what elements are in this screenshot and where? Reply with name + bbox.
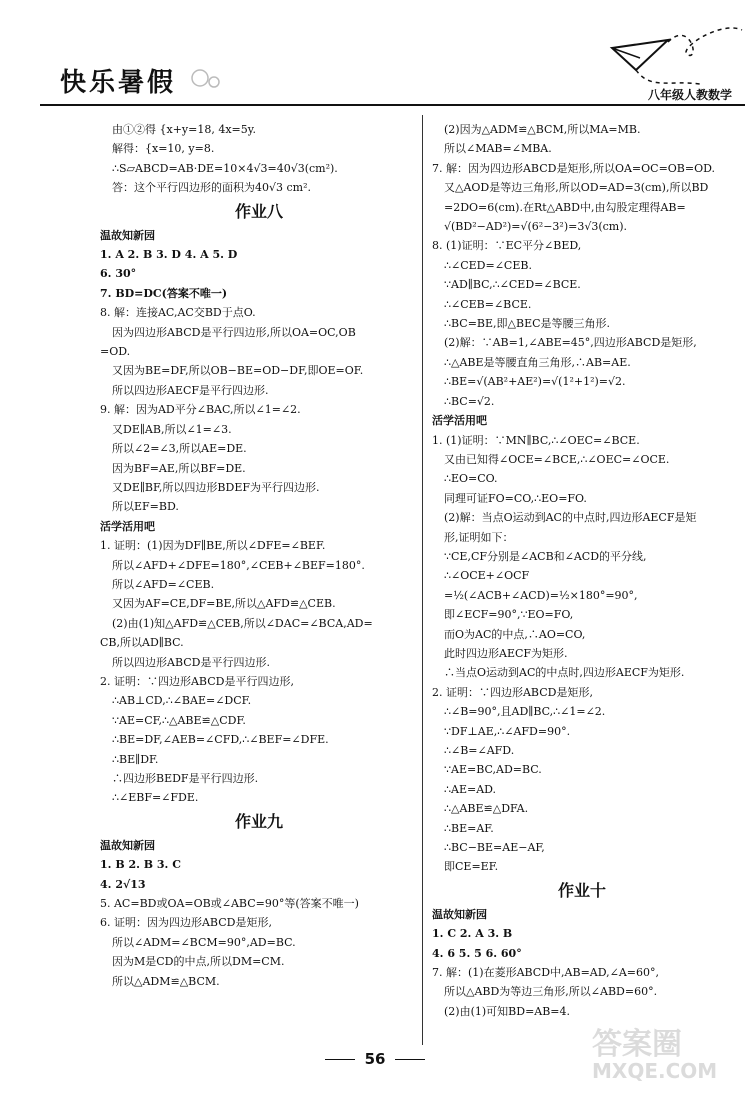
answer-line: 所以四边形AECF是平行四边形.	[112, 383, 269, 397]
answer-line: ∴△ABE≌△DFA.	[444, 802, 529, 816]
answer-line: 因为M是CD的中点,所以DM=CM.	[112, 955, 285, 969]
answer-line: 6. 30°	[100, 267, 137, 281]
grade-label: 八年级人教数学	[647, 88, 732, 102]
subsection-title: 温故知新园	[100, 838, 155, 852]
page-number-dash	[395, 1059, 425, 1060]
answer-line: 又DE∥BF,所以四边形BDEF为平行四边形.	[112, 480, 320, 494]
watermark-logo	[592, 1019, 732, 1089]
answer-line: ∴S▱ABCD=AB·DE=10×4√3=40√3(cm²).	[112, 161, 338, 175]
answer-line: √(BD²−AD²)=√(6²−3²)=3√3(cm).	[444, 220, 628, 234]
answer-line: ∴当点O运动到AC的中点时,四边形AECF为矩形.	[444, 666, 685, 680]
left-column	[100, 120, 418, 991]
answer-line: ∴BE=DF,∠AEB=∠CFD,∴∠BEF=∠DFE.	[112, 733, 329, 747]
brand-char: 乐	[89, 68, 117, 98]
answer-line: (2)由(1)可知BD=AB=4.	[444, 1004, 571, 1018]
answer-line: 7. 解：(1)在菱形ABCD中,AB=AD,∠A=60°,	[432, 966, 660, 980]
answer-line: 所以∠AFD+∠DFE=180°,∠CEB+∠BEF=180°.	[112, 558, 365, 572]
answer-line: 7. 解：因为四边形ABCD是矩形,所以OA=OC=OB=OD.	[432, 161, 716, 175]
watermark-text: 答案圈	[592, 1027, 682, 1062]
answer-line: 所以∠MAB=∠MBA.	[444, 142, 552, 156]
page-number-text: 56	[364, 1050, 386, 1068]
section-title: 作业十	[557, 880, 606, 900]
answer-line: (2)由(1)知△AFD≌△CEB,所以∠DAC=∠BCA,AD=	[112, 616, 373, 630]
answer-line: 又DE∥AB,所以∠1=∠3.	[112, 422, 232, 436]
column-divider	[422, 115, 423, 1045]
section-title: 作业八	[234, 201, 283, 221]
subsection-title: 温故知新园	[432, 907, 487, 921]
answer-line: 1. A 2. B 3. D 4. A 5. D	[100, 248, 238, 262]
answer-line: ∴BC−BE=AE−AF,	[444, 841, 545, 855]
answer-line: 1. (1)证明：∵MN∥BC,∴∠OEC=∠BCE.	[432, 433, 640, 447]
answer-line: 9. 解：因为AD平分∠BAC,所以∠1=∠2.	[100, 403, 301, 417]
answer-line: =OD.	[100, 345, 131, 359]
answer-line: 所以∠2=∠3,所以AE=DE.	[112, 442, 247, 456]
subsection-title: 活学活用吧	[100, 519, 155, 533]
answer-line: ∴EO=CO.	[444, 472, 498, 486]
answer-line: (2)因为△ADM≌△BCM,所以MA=MB.	[444, 123, 641, 136]
answer-line: ∴BC=BE,即△BEC是等腰三角形.	[444, 317, 611, 331]
answer-line: 所以△ABD为等边三角形,所以∠ABD=60°.	[444, 985, 658, 999]
answer-line: 8. (1)证明：∵EC平分∠BED,	[432, 239, 582, 253]
answer-line: 4. 6 5. 5 6. 60°	[432, 946, 522, 960]
answer-line: (2)解：当点O运动到AC的中点时,四边形AECF是矩	[444, 511, 697, 525]
answer-line: 又因为BE=DF,所以OB−BE=OD−DF,即OE=OF.	[112, 364, 364, 378]
answer-line: 因为四边形ABCD是平行四边形,所以OA=OC,OB	[112, 325, 356, 339]
answer-line: ∵DF⊥AE,∴∠AFD=90°.	[444, 724, 571, 738]
answer-line: ∵AD∥BC,∴∠CED=∠BCE.	[444, 278, 581, 292]
answer-line: =2DO=6(cm).在Rt△ABD中,由勾股定理得AB=	[444, 200, 686, 214]
header-rule	[40, 104, 745, 106]
answer-line: 5. AC=BD或OA=OB或∠ABC=90°等(答案不唯一)	[100, 897, 359, 911]
answer-line: ∴∠B=90°,且AD∥BC,∴∠1=∠2.	[444, 705, 606, 719]
answer-line: ∴∠CED=∠CEB.	[444, 258, 532, 272]
answer-line: 所以四边形ABCD是平行四边形.	[112, 655, 270, 669]
brand-char: 快	[60, 68, 88, 98]
brand-title	[60, 62, 176, 99]
answer-line: =½(∠ACB+∠ACD)=½×180°=90°,	[444, 588, 638, 602]
answer-line: ∴∠EBF=∠FDE.	[112, 791, 199, 805]
answer-line: 2. 证明：∵四边形ABCD是平行四边形,	[100, 674, 294, 688]
brand-char: 假	[147, 68, 175, 98]
section-title: 作业九	[234, 811, 283, 831]
answer-line: ∵AE=BC,AD=BC.	[444, 763, 542, 777]
answer-line: 解得：{x=10, y=8.	[112, 142, 215, 156]
page-number-dash	[325, 1059, 355, 1060]
answer-line: ∴AE=AD.	[444, 782, 497, 796]
answer-line: ∴△ABE是等腰直角三角形,∴AB=AE.	[444, 355, 631, 369]
answer-line: 又△AOD是等边三角形,所以OD=AD=3(cm),所以BD	[444, 181, 709, 195]
answer-line: CB,所以AD∥BC.	[100, 636, 184, 650]
answer-line: ∴BE=AF.	[444, 821, 494, 835]
answer-line: 2. 证明：∵四边形ABCD是矩形,	[432, 685, 593, 699]
answer-line: ∴BC=√2.	[444, 394, 495, 408]
answer-line: 即CE=EF.	[444, 860, 499, 874]
answer-line: ∴∠CEB=∠BCE.	[444, 297, 532, 311]
answer-line: ∴AB⊥CD,∴∠BAE=∠DCF.	[112, 694, 252, 708]
answer-line: 6. 证明：因为四边形ABCD是矩形,	[100, 916, 272, 930]
answer-line: 1. 证明：(1)因为DF∥BE,所以∠DFE=∠BEF.	[100, 539, 326, 553]
answer-line: 所以EF=BD.	[112, 500, 179, 514]
answer-line: ∵CE,CF分别是∠ACB和∠ACD的平分线,	[444, 549, 647, 563]
answer-line: 1. B 2. B 3. C	[100, 858, 181, 872]
answer-line: 1. C 2. A 3. B	[432, 927, 513, 941]
right-column	[432, 120, 732, 1021]
answer-line: 此时四边形AECF为矩形.	[444, 646, 568, 660]
answer-line: ∴BE=√(AB²+AE²)=√(1²+1²)=√2.	[444, 375, 626, 389]
answer-line: 4. 2√13	[100, 877, 146, 891]
answer-line: 即∠ECF=90°,∵EO=FO,	[444, 608, 574, 622]
answer-line: ∴BE∥DF.	[112, 752, 159, 766]
answer-line: ∴∠OCE+∠OCF	[444, 569, 530, 583]
answer-line: (2)解：∵AB=1,∠ABE=45°,四边形ABCD是矩形,	[444, 336, 697, 350]
answer-line: 7. BD=DC(答案不唯一)	[100, 286, 228, 300]
answer-line: 又由已知得∠OCE=∠BCE,∴∠OEC=∠OCE.	[444, 452, 670, 466]
page-header	[0, 0, 750, 108]
answer-line: 8. 解：连接AC,AC交BD于点O.	[100, 306, 256, 320]
answer-line: 所以∠ADM=∠BCM=90°,AD=BC.	[112, 935, 296, 949]
answer-line: 所以∠AFD=∠CEB.	[112, 577, 215, 591]
answer-line: ∵AE=CF,∴△ABE≌△CDF.	[112, 713, 246, 727]
answer-line: 所以△ADM≌△BCM.	[112, 974, 220, 988]
answer-line: 由①②得 {x+y=18, 4x=5y.	[112, 123, 257, 136]
answer-line: 同理可证FO=CO,∴EO=FO.	[444, 491, 587, 505]
watermark-url: MXQE.COM	[592, 1059, 718, 1083]
answer-line: 又因为AF=CE,DF=BE,所以△AFD≌△CEB.	[112, 597, 336, 611]
answer-line: 而O为AC的中点,∴AO=CO,	[444, 627, 586, 641]
subsection-title: 温故知新园	[100, 228, 155, 242]
answer-line: 因为BF=AE,所以BF=DE.	[112, 461, 246, 475]
answer-line: ∴∠B=∠AFD.	[444, 744, 515, 757]
answer-line: ∴四边形BEDF是平行四边形.	[112, 772, 259, 785]
brand-char: 暑	[118, 68, 146, 98]
answer-line: 答：这个平行四边形的面积为40√3 cm².	[112, 181, 311, 195]
answer-line: 形,证明如下：	[444, 530, 514, 544]
subsection-title: 活学活用吧	[432, 414, 487, 428]
